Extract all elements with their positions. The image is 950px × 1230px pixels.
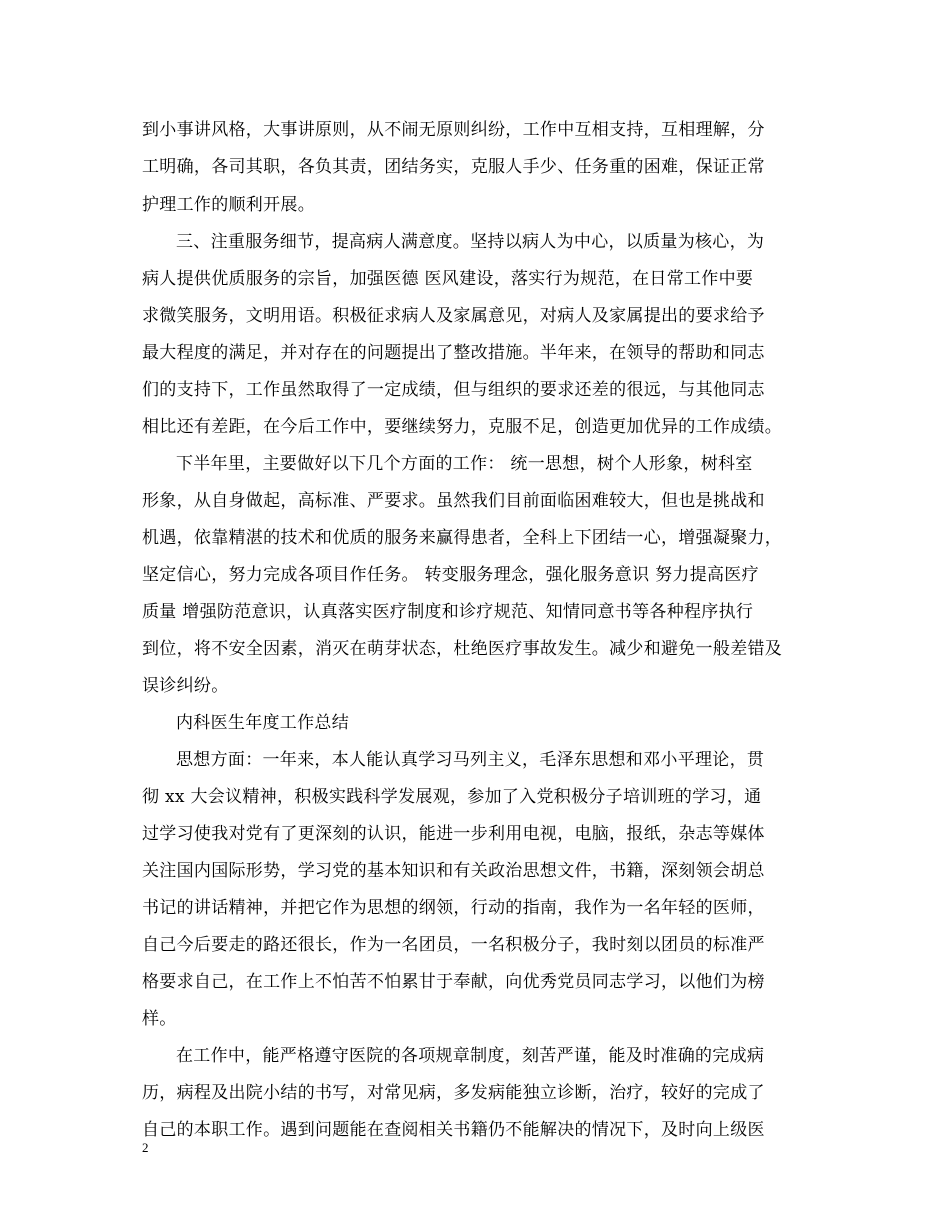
text-line: 相比还有差距，在今后工作中，要继续努力，克服不足，创造更加优异的工作成绩。 xyxy=(142,417,783,437)
text-line: 自己今后要走的路还很长，作为一名团员，一名积极分子，我时刻以团员的标准严 xyxy=(142,935,765,955)
text-line: 机遇，依靠精湛的技术和优质的服务来赢得患者，全科上下团结一心，增强凝聚力， xyxy=(142,528,783,548)
paragraph-first-line: 思想方面：一年来，本人能认真学习马列主义，毛泽东思想和邓小平理论，贯 xyxy=(176,750,765,770)
text-line: 们的支持下，工作虽然取得了一定成绩，但与组织的要求还差的很远，与其他同志 xyxy=(142,380,765,400)
page-number: 2 xyxy=(142,1140,149,1155)
paragraph-first-line: 在工作中，能严格遵守医院的各项规章制度，刻苦严谨，能及时准确的完成病 xyxy=(176,1046,765,1066)
text-line: 坚定信心，努力完成各项目作任务。 转变服务理念，强化服务意识 努力提高医疗 xyxy=(142,565,759,585)
text-line: 样。 xyxy=(142,1009,177,1029)
text-line: 过学习使我对党有了更深刻的认识，能进一步利用电视，电脑，报纸，杂志等媒体 xyxy=(142,824,765,844)
text-line: 工明确，各司其职，各负其责，团结务实，克服人手少、任务重的困难，保证正常 xyxy=(142,157,765,177)
text-line: 书记的讲话精神，并把它作为思想的纲领，行动的指南，我作为一名年轻的医师， xyxy=(142,898,765,918)
text-line: 关注国内国际形势，学习党的基本知识和有关政治思想文件，书籍，深刻领会胡总 xyxy=(142,861,765,881)
text-line: 病人提供优质服务的宗旨，加强医德 医风建设，落实行为规范，在日常工作中要 xyxy=(142,269,754,289)
text-line: 到小事讲风格，大事讲原则，从不闹无原则纠纷，工作中互相支持，互相理解，分 xyxy=(142,120,765,140)
section-heading: 内科医生年度工作总结 xyxy=(176,713,349,733)
paragraph-first-line: 下半年里，主要做好以下几个方面的工作： 统一思想，树个人形象，树科室 xyxy=(176,454,753,474)
text-line: 彻 xx 大会议精神，积极实践科学发展观，参加了入党积极分子培训班的学习，通 xyxy=(142,787,762,807)
text-line: 护理工作的顺利开展。 xyxy=(142,195,315,215)
text-line: 最大程度的满足，并对存在的问题提出了整改措施。半年来，在领导的帮助和同志 xyxy=(142,343,765,363)
text-line: 到位，将不安全因素，消灭在萌芽状态，杜绝医疗事故发生。减少和避免一般差错及 xyxy=(142,639,783,659)
text-line: 自己的本职工作。遇到问题能在查阅相关书籍仍不能解决的情况下，及时向上级医 xyxy=(142,1120,765,1140)
paragraph-first-line: 三、注重服务细节，提高病人满意度。坚持以病人为中心，以质量为核心，为 xyxy=(176,232,765,252)
text-line: 质量 增强防范意识，认真落实医疗制度和诊疗规范、知情同意书等各种程序执行 xyxy=(142,602,754,622)
text-line: 历，病程及出院小结的书写，对常见病，多发病能独立诊断，治疗，较好的完成了 xyxy=(142,1083,765,1103)
text-line: 求微笑服务，文明用语。积极征求病人及家属意见，对病人及家属提出的要求给予 xyxy=(142,306,765,326)
text-line: 误诊纠纷。 xyxy=(142,676,229,696)
text-line: 格要求自己，在工作上不怕苦不怕累甘于奉献，向优秀党员同志学习，以他们为榜 xyxy=(142,972,765,992)
text-line: 形象，从自身做起，高标准、严要求。虽然我们目前面临困难较大，但也是挑战和 xyxy=(142,491,765,511)
